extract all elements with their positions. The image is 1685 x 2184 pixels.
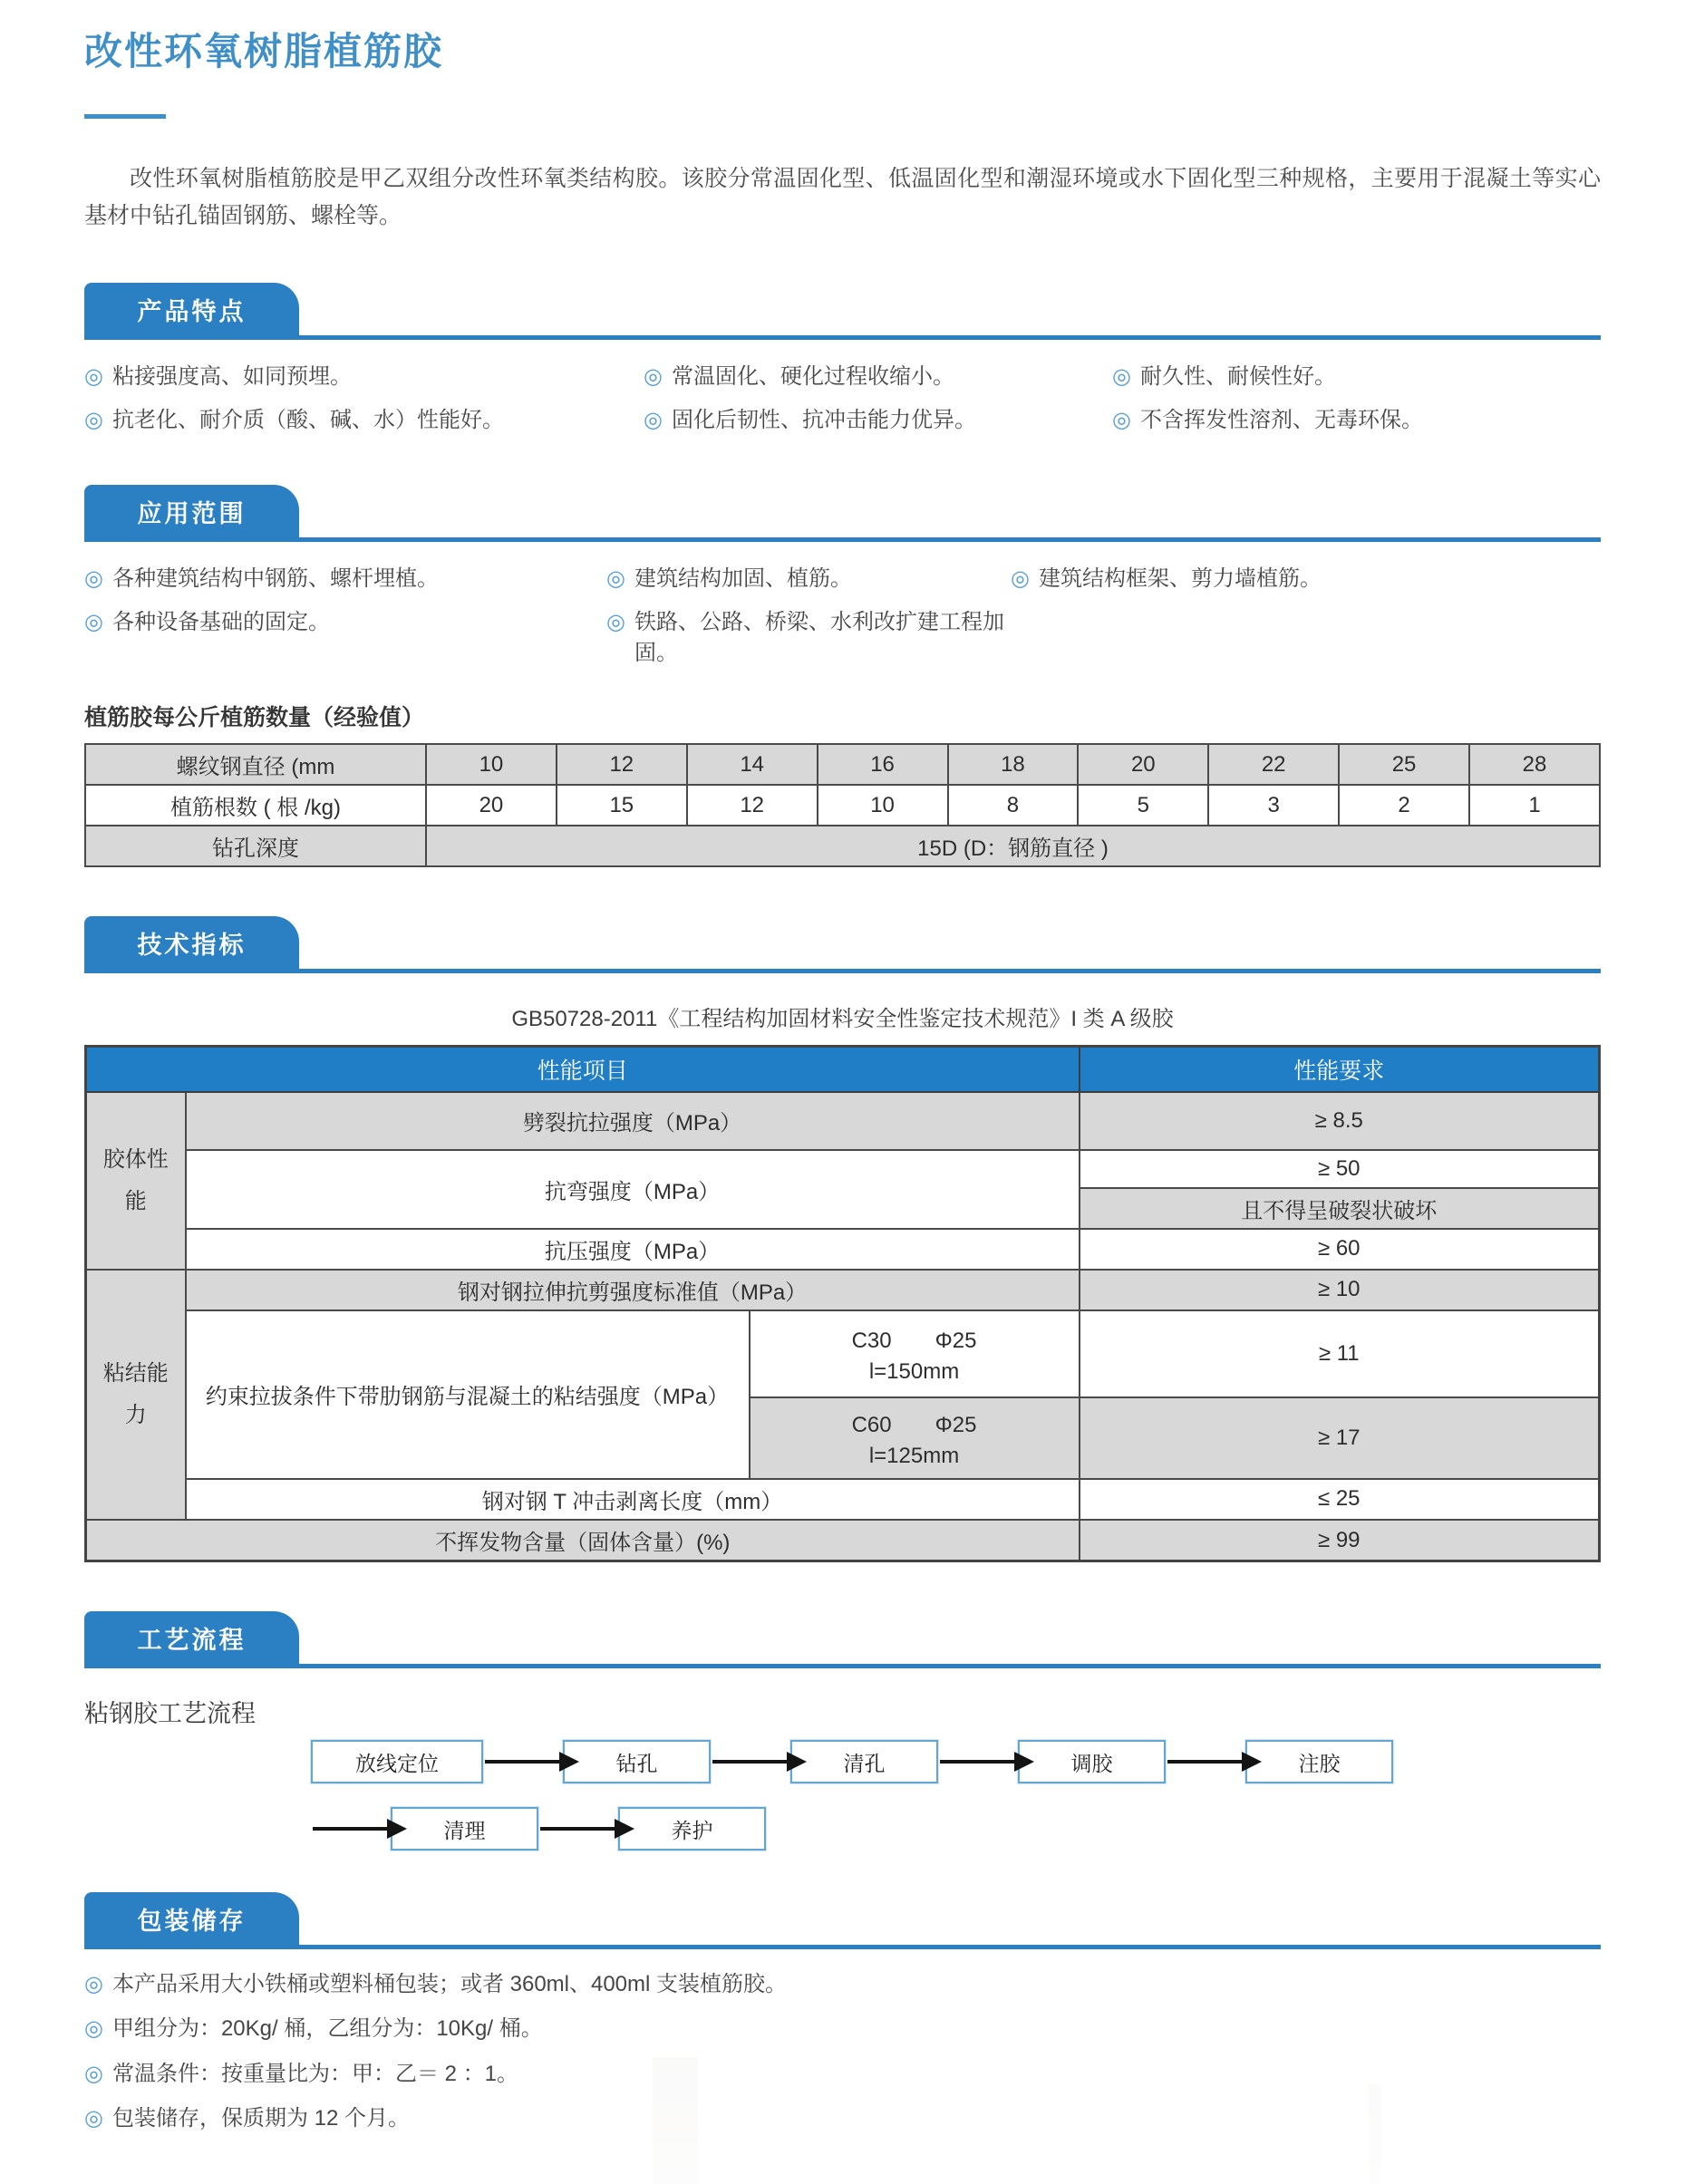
specs-heading-badge: 技术指标 xyxy=(84,916,299,969)
table-row xyxy=(86,1310,1600,1397)
process-flow-row-2 xyxy=(311,1807,1601,1851)
flow-step-box: 放线定位 xyxy=(311,1740,483,1783)
ring-bullet-icon: ◎ xyxy=(84,2016,103,2042)
diameter-value: 12 xyxy=(557,744,687,785)
flow-arrow-icon xyxy=(712,1760,789,1764)
flow-step-box: 养护 xyxy=(618,1807,766,1851)
ring-bullet-icon: ◎ xyxy=(84,364,103,389)
list-item xyxy=(1112,362,1601,392)
spec-item: 约束拉拔条件下带肋钢筋与混凝土的粘结强度（MPa） xyxy=(186,1310,750,1479)
rebar-count-table xyxy=(84,743,1601,867)
diameter-value: 14 xyxy=(687,744,818,785)
application-text: 铁路、公路、桥梁、水利改扩建工程加固。 xyxy=(634,610,1004,666)
rebar-table-caption: 植筋胶每公斤植筋数量（经验值） xyxy=(84,705,425,731)
application-text: 建筑结构加固、植筋。 xyxy=(634,566,852,592)
flow-arrow-icon xyxy=(940,1760,1016,1764)
spec-requirement: ≥ 60 xyxy=(1080,1229,1600,1270)
flow-step-box: 清孔 xyxy=(790,1740,938,1783)
ring-bullet-icon: ◎ xyxy=(644,408,663,433)
list-item xyxy=(84,1969,1601,2000)
packaging-text: 包装储存，保质期为 12 个月。 xyxy=(111,2105,410,2131)
flow-arrow-icon xyxy=(1167,1760,1244,1764)
diameter-value: 25 xyxy=(1339,744,1469,785)
feature-text: 固化后韧性、抗冲击能力优异。 xyxy=(671,408,976,433)
ring-bullet-icon: ◎ xyxy=(84,1972,103,1997)
packaging-text: 常温条件：按重量比为：甲：乙＝ 2 ：1。 xyxy=(111,2061,518,2086)
spec-item: 不挥发物含量（固体含量）(%) xyxy=(86,1520,1080,1561)
count-value: 1 xyxy=(1469,785,1600,826)
diameter-value: 20 xyxy=(1078,744,1208,785)
list-item xyxy=(644,362,1112,392)
technical-spec-table xyxy=(84,1045,1601,1562)
intro-paragraph: 改性环氧树脂植筋胶是甲乙双组分改性环氧类结构胶。该胶分常温固化型、低温固化型和潮湿环境或水下固化型三种规格，主要用于混凝土等实心基材中钻孔锚固钢筋、螺栓等。 xyxy=(84,166,1601,228)
list-item xyxy=(84,405,644,436)
section-process xyxy=(84,1611,1601,1668)
application-text: 各种建筑结构中钢筋、螺杆埋植。 xyxy=(111,566,439,592)
standard-reference-note: GB50728-2011《工程结构加固材料安全性鉴定技术规范》I 类 A 级胶 xyxy=(511,1007,1174,1032)
table-row xyxy=(86,1479,1600,1520)
count-value: 2 xyxy=(1339,785,1469,826)
count-value: 10 xyxy=(818,785,948,826)
feature-text: 抗老化、耐介质（酸、碱、水）性能好。 xyxy=(111,408,504,433)
ring-bullet-icon: ◎ xyxy=(1112,408,1131,433)
count-value: 8 xyxy=(948,785,1079,826)
spec-item: 抗弯强度（MPa） xyxy=(186,1150,1080,1229)
subcondition-grade: C60 Φ25 xyxy=(851,1413,977,1438)
count-value: 12 xyxy=(687,785,818,826)
section-features xyxy=(84,283,1601,340)
table-row xyxy=(85,785,1600,826)
page-title: 改性环氧树脂植筋胶 xyxy=(84,30,444,72)
subcondition-length: l=125mm xyxy=(868,1444,960,1469)
ring-bullet-icon: ◎ xyxy=(606,610,625,635)
diameter-value: 10 xyxy=(426,744,557,785)
spec-requirement: ≥ 17 xyxy=(1080,1397,1600,1479)
application-list xyxy=(84,564,1601,669)
ring-bullet-icon: ◎ xyxy=(84,566,103,592)
drill-depth-value: 15D (D：钢筋直径 ) xyxy=(426,826,1600,866)
spec-item: 钢对钢拉伸抗剪强度标准值（MPa） xyxy=(186,1270,1080,1310)
feature-text: 不含挥发性溶剂、无毒环保。 xyxy=(1139,408,1423,433)
spec-requirement: 且不得呈破裂状破坏 xyxy=(1080,1188,1600,1229)
features-heading-badge: 产品特点 xyxy=(84,283,299,335)
flow-step-box: 调胶 xyxy=(1018,1740,1166,1783)
spec-requirement: ≤ 25 xyxy=(1080,1479,1600,1520)
count-value: 3 xyxy=(1208,785,1339,826)
ring-bullet-icon: ◎ xyxy=(644,364,663,389)
flow-step-box: 注胶 xyxy=(1245,1740,1393,1783)
spec-item: 劈裂抗拉强度（MPa） xyxy=(186,1092,1080,1150)
specs-heading-rule xyxy=(84,969,1601,973)
ring-bullet-icon: ◎ xyxy=(84,2061,103,2086)
process-heading-badge: 工艺流程 xyxy=(84,1611,299,1664)
diameter-value: 28 xyxy=(1469,744,1600,785)
table-row xyxy=(85,744,1600,785)
table-row xyxy=(85,826,1600,866)
ring-bullet-icon: ◎ xyxy=(84,610,103,635)
spec-item: 钢对钢 T 冲击剥离长度（mm） xyxy=(186,1479,1080,1520)
ring-bullet-icon: ◎ xyxy=(1112,364,1131,389)
process-subtitle: 粘钢胶工艺流程 xyxy=(84,1700,256,1728)
spec-subcondition xyxy=(750,1310,1080,1397)
feature-text: 常温固化、硬化过程收缩小。 xyxy=(671,364,954,389)
list-item xyxy=(84,564,606,594)
list-item xyxy=(606,607,1011,669)
ring-bullet-icon: ◎ xyxy=(606,566,625,592)
application-text: 各种设备基础的固定。 xyxy=(111,610,330,635)
spec-header-item: 性能项目 xyxy=(86,1047,1080,1092)
list-item xyxy=(84,2103,1601,2134)
flow-arrow-icon xyxy=(540,1827,616,1831)
features-heading-rule xyxy=(84,335,1601,340)
list-item xyxy=(606,564,1011,594)
list-item xyxy=(644,405,1112,436)
spec-requirement: ≥ 11 xyxy=(1080,1310,1600,1397)
packaging-text: 甲组分为：20Kg/ 桶，乙组分为：10Kg/ 桶。 xyxy=(111,2016,543,2042)
packaging-heading-badge: 包装储存 xyxy=(84,1892,299,1945)
features-list xyxy=(84,362,1601,436)
ring-bullet-icon: ◎ xyxy=(84,2105,103,2131)
process-flow-row-1 xyxy=(311,1740,1601,1783)
packaging-text: 本产品采用大小铁桶或塑料桶包装；或者 360ml、400ml 支装植筋胶。 xyxy=(111,1972,788,1997)
ring-bullet-icon: ◎ xyxy=(84,408,103,433)
spec-subcondition xyxy=(750,1397,1080,1479)
packaging-list xyxy=(84,1969,1601,2133)
process-heading-rule xyxy=(84,1664,1601,1668)
flow-step-box: 钻孔 xyxy=(563,1740,711,1783)
spec-requirement: ≥ 50 xyxy=(1080,1150,1600,1188)
list-item xyxy=(84,2059,1601,2090)
packaging-heading-rule xyxy=(84,1945,1601,1949)
spec-requirement: ≥ 99 xyxy=(1080,1520,1600,1561)
list-item xyxy=(84,2014,1601,2044)
count-value: 15 xyxy=(557,785,687,826)
list-item xyxy=(1112,405,1601,436)
list-item xyxy=(1011,564,1601,594)
table-row xyxy=(86,1092,1600,1150)
group-label-bond: 粘结能力 xyxy=(86,1270,186,1520)
application-heading-badge: 应用范围 xyxy=(84,485,299,537)
flow-arrow-icon xyxy=(485,1760,561,1764)
diameter-value: 22 xyxy=(1208,744,1339,785)
table-row xyxy=(86,1229,1600,1270)
spec-requirement: ≥ 10 xyxy=(1080,1270,1600,1310)
subcondition-length: l=150mm xyxy=(868,1359,960,1385)
feature-text: 耐久性、耐候性好。 xyxy=(1139,364,1336,389)
section-specs xyxy=(84,916,1601,973)
diameter-value: 16 xyxy=(818,744,948,785)
section-application xyxy=(84,485,1601,542)
group-label-body: 胶体性能 xyxy=(86,1092,186,1270)
count-value: 20 xyxy=(426,785,557,826)
drill-depth-label: 钻孔深度 xyxy=(85,826,426,866)
spec-header-requirement: 性能要求 xyxy=(1080,1047,1600,1092)
rebar-diameter-label: 螺纹钢直径 (mm xyxy=(85,744,426,785)
table-header-row xyxy=(86,1047,1600,1092)
spec-requirement: ≥ 8.5 xyxy=(1080,1092,1600,1150)
spec-item: 抗压强度（MPa） xyxy=(186,1229,1080,1270)
table-row xyxy=(86,1520,1600,1561)
section-packaging xyxy=(84,1892,1601,1949)
flow-arrow-icon xyxy=(313,1827,389,1831)
flow-step-box: 清理 xyxy=(391,1807,538,1851)
table-row xyxy=(86,1270,1600,1310)
list-item xyxy=(84,362,644,392)
application-heading-rule xyxy=(84,537,1601,542)
ring-bullet-icon: ◎ xyxy=(1011,566,1030,592)
table-row xyxy=(86,1150,1600,1188)
subcondition-grade: C30 Φ25 xyxy=(851,1329,977,1354)
application-text: 建筑结构框架、剪力墙植筋。 xyxy=(1038,566,1322,592)
diameter-value: 18 xyxy=(948,744,1079,785)
title-underline xyxy=(84,114,166,119)
count-value: 5 xyxy=(1078,785,1208,826)
feature-text: 粘接强度高、如同预埋。 xyxy=(111,364,352,389)
list-item xyxy=(84,607,606,669)
rebar-count-label: 植筋根数 ( 根 /kg) xyxy=(85,785,426,826)
